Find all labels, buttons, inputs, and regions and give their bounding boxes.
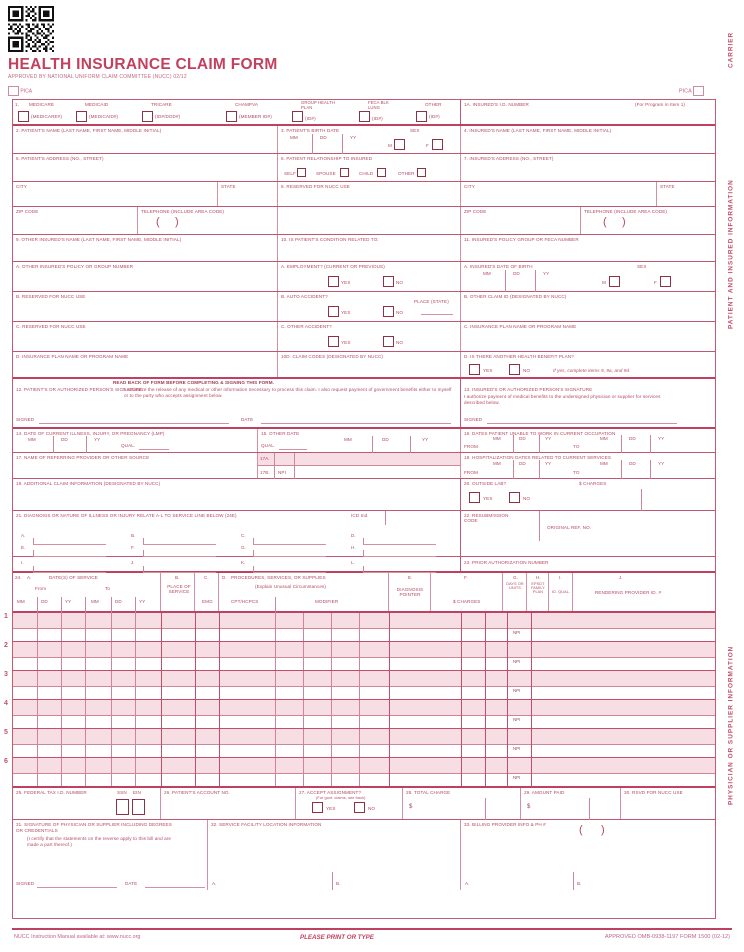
diagnosis-input-a[interactable] xyxy=(33,538,106,545)
diagnosis-input-l[interactable] xyxy=(363,566,436,573)
item-9b-10b-11b-band xyxy=(13,292,715,322)
footer-print-or-type: PLEASE PRINT OR TYPE xyxy=(300,934,374,941)
item-11-cell[interactable]: 11. INSURED'S POLICY GROUP OR FECA NUMBER xyxy=(464,237,579,242)
footer-nucc-manual: NUCC Instruction Manual available at: www.nucc.org xyxy=(14,934,141,940)
item-10c-cell: C. OTHER ACCIDENT? YES NO xyxy=(278,322,461,351)
item-6-cell: 6. PATIENT RELATIONSHIP TO INSURED SELF SPOUSE CHILD OTHER xyxy=(278,154,461,181)
item-31-32-33-sub-band xyxy=(13,872,715,890)
item-3-cell[interactable]: 3. PATIENT'S BIRTH DATE MM DD YY SEX M F xyxy=(278,126,461,153)
item-1a-cell[interactable]: 1A. INSURED'S I.D. NUMBER (For Program in Item 1) xyxy=(464,102,685,107)
item-17b-cell[interactable]: 17B. NPI xyxy=(258,466,460,479)
item-10d-cell[interactable]: 10D. CLAIM CODES (DESIGNATED BY NUCC) xyxy=(278,352,461,377)
item-11c-cell[interactable]: C. INSURANCE PLAN NAME OR PROGRAM NAME xyxy=(464,324,577,329)
item-33-ab-cell: A. B. xyxy=(461,872,715,890)
table-row[interactable]: 4 NPI xyxy=(13,700,715,729)
checkbox-medicaid[interactable] xyxy=(76,111,87,122)
item-12-13-band xyxy=(13,379,715,429)
item-14-qual-input[interactable] xyxy=(139,449,169,450)
checkbox-auto-accident-no[interactable] xyxy=(383,306,394,317)
item-29-cell[interactable]: 29. AMOUNT PAID $ xyxy=(521,788,621,819)
checkbox-employment-no[interactable] xyxy=(383,276,394,287)
item-7-state-cell[interactable]: STATE xyxy=(660,184,675,189)
pica-right-box xyxy=(693,86,704,96)
item-17-18-band xyxy=(13,453,715,479)
item-13-signed-input[interactable] xyxy=(487,423,677,424)
item-21-lower-cell: I. J. K. L. xyxy=(13,557,461,571)
phone-parens-insured: ( ) xyxy=(603,216,626,228)
item-30-cell: 30. RSVD FOR NUCC USE xyxy=(624,790,683,795)
item-24-header-band xyxy=(13,573,715,613)
checkbox-another-plan-no[interactable] xyxy=(509,364,520,375)
diagnosis-input-c[interactable] xyxy=(253,538,326,545)
item-1-cell: 1. MEDICARE (MEDICARE#) MEDICAID (MEDICAID#) TRICARE (ID#/DOD#) CHAMPVA (MEMBER ID#) GROUP HEALTH PLAN (ID#) FECA BLK LUNG (ID#) OTHER (ID#) xyxy=(13,100,461,124)
sidebar-physician-supplier: PHYSICIAN OR SUPPLIER INFORMATION xyxy=(727,645,735,805)
item-25-30-band xyxy=(13,788,715,820)
form-subtitle: APPROVED BY NATIONAL UNIFORM CLAIM COMMITTEE (NUCC) 02/12 xyxy=(8,74,187,80)
diagnosis-input-b[interactable] xyxy=(143,538,216,545)
diagnosis-input-h[interactable] xyxy=(363,550,436,557)
page-title: HEALTH INSURANCE CLAIM FORM xyxy=(8,56,278,73)
col-a-dates-of-service: 24. A. DATE(S) OF SERVICE From To MM DD YY MM DD YY xyxy=(13,573,161,611)
item-9b-cell: B. RESERVED FOR NUCC USE xyxy=(13,292,278,321)
item-10-cell: 10. IS PATIENT'S CONDITION RELATED TO: xyxy=(278,235,461,261)
checkbox-patient-sex-female[interactable] xyxy=(432,139,443,150)
item-21-lower-23-band xyxy=(13,557,715,573)
checkbox-feca-blk-lung[interactable] xyxy=(359,111,370,122)
form-header xyxy=(0,0,744,100)
item-2-cell[interactable]: 2. PATIENT'S NAME (LAST NAME, FIRST NAME, MIDDLE INITIAL) xyxy=(13,126,278,153)
item-5-6-7-band xyxy=(13,154,715,182)
item-9d-cell[interactable]: D. INSURANCE PLAN NAME OR PROGRAM NAME xyxy=(13,352,278,377)
item-31-signature-cell: SIGNED DATE xyxy=(13,872,208,890)
item-11a-cell[interactable]: A. INSURED'S DATE OF BIRTH MM DD YY SEX M F xyxy=(461,262,715,291)
qr-code-icon xyxy=(8,6,54,52)
item-32-ab-cell: A. B. xyxy=(208,872,461,890)
checkbox-auto-accident-yes[interactable] xyxy=(328,306,339,317)
sidebar-carrier: CARRIER xyxy=(727,31,735,68)
item-13-cell: 13. INSURED'S OR AUTHORIZED PERSON'S SIGNATURE I authorize payment of medical benefits to the undersigned physician or supplier for services described below. SIGNED xyxy=(461,379,715,427)
item-10a-cell: A. EMPLOYMENT? (CURRENT OR PREVIOUS) YES NO xyxy=(278,262,461,291)
item-12-cell: READ BACK OF FORM BEFORE COMPLETING & SIGNING THIS FORM. 12. PATIENT'S OR AUTHORIZED PERSON'S SIGNATURE I authorize the release of any medical or other information necessary to process this claim. I also request payment of government benefits either to myself or to the party who accepts assignment below. SIGNED DATE xyxy=(13,379,461,427)
service-lines xyxy=(4,613,715,788)
item-19-cell[interactable]: 19. ADDITIONAL CLAIM INFORMATION (DESIGNATED BY NUCC) xyxy=(13,479,461,510)
item-17-cell[interactable]: 17. NAME OF REFERRING PROVIDER OR OTHER SOURCE xyxy=(13,453,258,478)
form-body xyxy=(4,99,716,919)
checkbox-relationship-self[interactable] xyxy=(297,168,306,177)
item-5-zip-cell[interactable]: ZIP CODE xyxy=(13,207,138,234)
diagnosis-input-k[interactable] xyxy=(253,566,326,573)
col-c-emg: C. EMG xyxy=(195,573,219,611)
item-16-cell[interactable]: 16. DATES PATIENT UNABLE TO WORK IN CURRENT OCCUPATION MM DD YY FROM MM DD YY TO xyxy=(461,429,715,452)
item-5-address-cell[interactable]: 5. PATIENT'S ADDRESS (NO., STREET) xyxy=(13,154,278,181)
item-9a-10a-11a-band xyxy=(13,262,715,292)
item-31-date-input[interactable] xyxy=(145,887,205,888)
checkbox-other-accident-no[interactable] xyxy=(383,336,394,347)
item-12-date-input[interactable] xyxy=(261,423,451,424)
checkbox-another-plan-yes[interactable] xyxy=(469,364,480,375)
accident-place-input[interactable] xyxy=(421,314,453,315)
item-7-zip-cell[interactable]: ZIP CODE xyxy=(461,207,581,234)
checkbox-accept-assignment-yes[interactable] xyxy=(312,802,323,813)
item-15-cell[interactable]: 15. OTHER DATE QUAL. MM DD YY xyxy=(258,429,461,452)
checkbox-insured-sex-female[interactable] xyxy=(660,276,671,287)
col-e-diagnosis-pointer: E. DIAGNOSIS POINTER xyxy=(389,573,431,611)
item-9c-cell: C. RESERVED FOR NUCC USE xyxy=(13,322,278,351)
pica-left-box xyxy=(8,86,19,96)
billing-phone-parens: ( ) xyxy=(579,824,605,836)
item-26-cell[interactable]: 26. PATIENT'S ACCOUNT NO. xyxy=(161,788,296,819)
item-28-cell[interactable]: 28. TOTAL CHARGE $ xyxy=(403,788,521,819)
col-d-procedures: D. PROCEDURES, SERVICES, OR SUPPLIES (Explain Unusual Circumstances) CPT/HCPCS MODIFIER xyxy=(219,573,389,611)
item-12-signed-input[interactable] xyxy=(39,423,229,424)
item-17ab-cell xyxy=(258,453,461,478)
diagnosis-input-g[interactable] xyxy=(253,550,326,557)
item-31-32-33-band xyxy=(13,820,715,872)
col-b-place-of-service: B. PLACE OF SERVICE xyxy=(161,573,195,611)
item-31-cell: 31. SIGNATURE OF PHYSICIAN OR SUPPLIER INCLUDING DEGREES OR CREDENTIALS (I certify that the statements on the reverse apply to this bill and are made a part thereof.) xyxy=(13,820,208,872)
checkbox-relationship-spouse[interactable] xyxy=(340,168,349,177)
item-21-22-band xyxy=(13,511,715,557)
col-g-days-units: G. DAYS OR UNITS xyxy=(503,573,527,611)
footer-omb-approval: APPROVED OMB-0938-1197 FORM 1500 (02-12) xyxy=(604,934,730,940)
item-7-city-cell[interactable]: CITY xyxy=(461,182,657,206)
checkbox-champva[interactable] xyxy=(226,111,237,122)
item-17a-shaded[interactable]: 17A. xyxy=(258,453,460,466)
diagnosis-input-d[interactable] xyxy=(363,538,436,545)
sidebar-patient-insured: PATIENT AND INSURED INFORMATION xyxy=(727,179,735,329)
diagnosis-input-e[interactable] xyxy=(33,550,106,557)
item-15-qual-input[interactable] xyxy=(279,449,307,450)
table-row[interactable]: 6 NPI xyxy=(13,758,715,788)
checkbox-other[interactable] xyxy=(416,111,427,122)
item-9d-10d-11d-band xyxy=(13,352,715,379)
item-8-cell: 8. RESERVED FOR NUCC USE xyxy=(278,182,461,206)
item-23-cell[interactable]: 23. PRIOR AUTHORIZATION NUMBER xyxy=(464,560,549,565)
item-5-state-cell[interactable]: STATE xyxy=(218,182,278,206)
item-31-signed-input[interactable] xyxy=(37,887,117,888)
table-row[interactable]: 1 NPI xyxy=(13,613,715,642)
item-4-cell[interactable]: 4. INSURED'S NAME (LAST NAME, FIRST NAME, MIDDLE INITIAL) xyxy=(464,128,612,133)
item-8-cont-cell xyxy=(278,207,461,234)
form-footer xyxy=(0,922,744,952)
checkbox-patient-sex-male[interactable] xyxy=(394,139,405,150)
item-20-cell: 20. OUTSIDE LAB? $ CHARGES YES NO xyxy=(461,479,715,510)
item-11d-cell: D. IS THERE ANOTHER HEALTH BENEFIT PLAN? YES NO If yes, complete items 9, 9a, and 9d. xyxy=(464,354,631,373)
table-row[interactable]: 3 NPI xyxy=(13,671,715,700)
item-27-cell: 27. ACCEPT ASSIGNMENT? (For govt. claims, see back) YES NO xyxy=(296,788,403,819)
checkbox-outside-lab-no[interactable] xyxy=(509,492,520,503)
phone-parens-patient: ( ) xyxy=(156,216,179,228)
item-21-cell: 21. DIAGNOSIS OR NATURE OF ILLNESS OR INJURY RELATE A-L TO SERVICE LINE BELOW (24E) ICD Ind. A. B. C. D. E. F. G. H. xyxy=(13,511,461,556)
footer-divider xyxy=(12,928,732,930)
table-row[interactable]: 5 NPI xyxy=(13,729,715,758)
item-18-cell[interactable]: 18. HOSPITALIZATION DATES RELATED TO CURRENT SERVICES MM DD YY FROM MM DD YY TO xyxy=(461,453,715,478)
item-5-phone-cell[interactable]: TELEPHONE (INCLUDE AREA CODE) ( ) xyxy=(138,207,278,234)
checkbox-accept-assignment-no[interactable] xyxy=(354,802,365,813)
col-f-charges: F. $ CHARGES xyxy=(431,573,503,611)
table-row[interactable]: 2 NPI xyxy=(13,642,715,671)
checkbox-relationship-other[interactable] xyxy=(417,168,426,177)
item-7-phone-cell[interactable]: TELEPHONE (INCLUDE AREA CODE) ( ) xyxy=(584,209,668,228)
pica-left-label: PICA xyxy=(8,86,32,96)
item-14-cell[interactable]: 14. DATE OF CURRENT ILLNESS, INJURY, OR PREGNANCY (LMP) MM DD YY QUAL. xyxy=(13,429,258,452)
item-14-15-16-band xyxy=(13,429,715,453)
city-state-band xyxy=(13,182,715,207)
checkbox-group-health-plan[interactable] xyxy=(292,111,303,122)
pica-right-label: PICA xyxy=(679,86,704,96)
col-h-epsdt: H. EPSDT FAMILY PLAN xyxy=(527,573,549,611)
checkbox-insured-sex-male[interactable] xyxy=(609,276,620,287)
checkbox-relationship-child[interactable] xyxy=(377,168,386,177)
item-5-city-cell[interactable]: CITY xyxy=(13,182,218,206)
checkbox-medicare[interactable] xyxy=(18,111,29,122)
item-7-address-cell[interactable]: 7. INSURED'S ADDRESS (NO., STREET) xyxy=(464,156,554,161)
zip-phone-band xyxy=(13,207,715,235)
col-i-id-qual: I. ID. QUAL. xyxy=(549,573,573,611)
item-9c-10c-11c-band xyxy=(13,322,715,352)
item-9a-cell[interactable]: A. OTHER INSURED'S POLICY OR GROUP NUMBER xyxy=(13,262,278,291)
checkbox-employment-yes[interactable] xyxy=(328,276,339,287)
diagnosis-input-j[interactable] xyxy=(143,566,216,573)
item-32-cell[interactable]: 32. SERVICE FACILITY LOCATION INFORMATION xyxy=(208,820,461,872)
item-33-cell[interactable]: 33. BILLING PROVIDER INFO & PH # ( ) xyxy=(464,822,605,836)
checkbox-tricare[interactable] xyxy=(142,111,153,122)
item-25-cell[interactable]: 25. FEDERAL TAX I.D. NUMBER SSN EIN xyxy=(13,788,161,819)
checkbox-tax-id-ssn[interactable] xyxy=(116,799,129,815)
item-22-cell: 22. RESUBMISSION CODE ORIGINAL REF. NO. xyxy=(461,511,715,556)
col-j-rendering-provider: J. RENDERING PROVIDER ID. # xyxy=(594,575,662,595)
item-19-20-band xyxy=(13,479,715,511)
item-1-band xyxy=(13,100,715,126)
diagnosis-input-f[interactable] xyxy=(143,550,216,557)
checkbox-outside-lab-yes[interactable] xyxy=(469,492,480,503)
item-2-3-4-band xyxy=(13,126,715,154)
item-9-10-11-band xyxy=(13,235,715,262)
item-10b-cell: B. AUTO ACCIDENT? YES NO PLACE (STATE) xyxy=(278,292,461,321)
item-11b-cell[interactable]: B. OTHER CLAIM ID (DESIGNATED BY NUCC) xyxy=(464,294,567,299)
diagnosis-input-i[interactable] xyxy=(33,566,106,573)
checkbox-other-accident-yes[interactable] xyxy=(328,336,339,347)
checkbox-tax-id-ein[interactable] xyxy=(132,799,145,815)
item-9-cell[interactable]: 9. OTHER INSURED'S NAME (LAST NAME, FIRST NAME, MIDDLE INITIAL) xyxy=(13,235,278,261)
